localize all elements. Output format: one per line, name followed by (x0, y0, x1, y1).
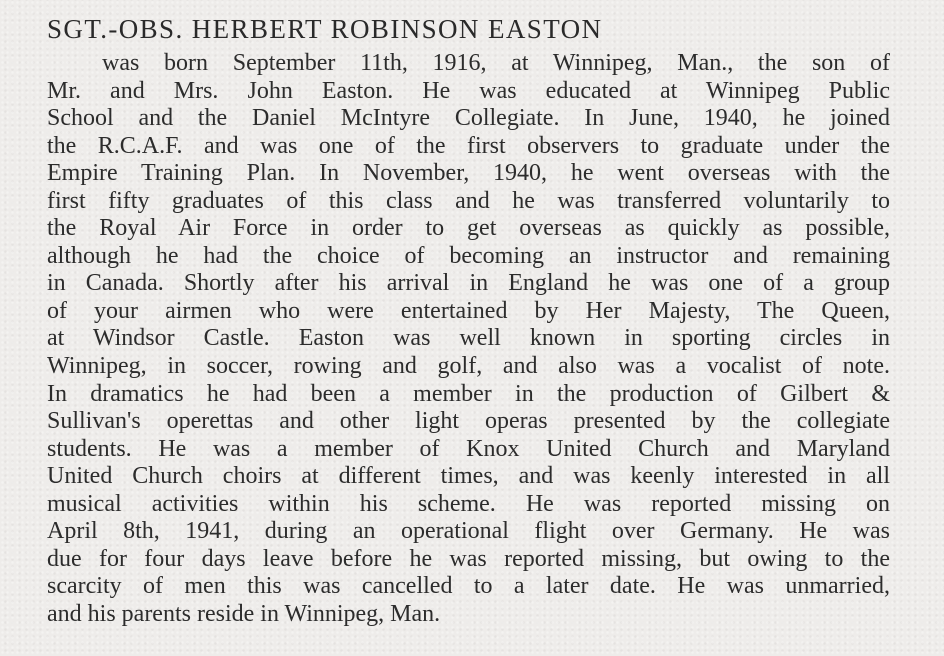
paragraph-line: students. He was a member of Knox United Church and Maryland (47, 435, 890, 462)
paragraph-line: scarcity of men this was cancelled to a later date. He was unmarried, (47, 573, 890, 600)
page-title: SGT.-OBS. HERBERT ROBINSON EASTON (47, 14, 603, 44)
paragraph-line: Mr. and Mrs. John Easton. He was educated at Winnipeg Public (47, 77, 890, 104)
biography-paragraph (47, 50, 890, 628)
paragraph-line: Winnipeg, in soccer, rowing and golf, and also was a vocalist of note. (47, 353, 890, 380)
paragraph-line: and his parents reside in Winnipeg, Man. (47, 600, 441, 627)
paragraph-line: April 8th, 1941, during an operational flight over Germany. He was (47, 518, 890, 545)
paragraph-line: In dramatics he had been a member in the production of Gilbert & (47, 380, 890, 407)
paragraph-line: although he had the choice of becoming an instructor and remaining (47, 242, 890, 269)
paragraph-line: at Windsor Castle. Easton was well known in sporting circles in (47, 325, 890, 352)
paragraph-line: of your airmen who were entertained by Her Majesty, The Queen, (47, 297, 890, 324)
paragraph-line: Empire Training Plan. In November, 1940, he went overseas with the (47, 160, 890, 187)
paragraph-line: United Church choirs at different times, and was keenly interested in all (47, 463, 890, 490)
paragraph-line: due for four days leave before he was reported missing, but owing to the (47, 545, 890, 572)
paragraph-line: School and the Daniel McIntyre Collegiate. In June, 1940, he joined (47, 105, 890, 132)
paragraph-line: was born September 11th, 1916, at Winnipeg, Man., the son of (102, 50, 890, 76)
paragraph-line: musical activities within his scheme. He was reported missing on (47, 490, 890, 517)
paragraph-line: in Canada. Shortly after his arrival in England he was one of a group (47, 270, 890, 297)
paragraph-line: Sullivan's operettas and other light operas presented by the collegiate (47, 408, 890, 435)
paragraph-line: the R.C.A.F. and was one of the first observers to graduate under the (47, 132, 890, 159)
paragraph-line: first fifty graduates of this class and he was transferred voluntarily to (47, 187, 890, 214)
paragraph-line: the Royal Air Force in order to get overseas as quickly as possible, (47, 215, 890, 242)
